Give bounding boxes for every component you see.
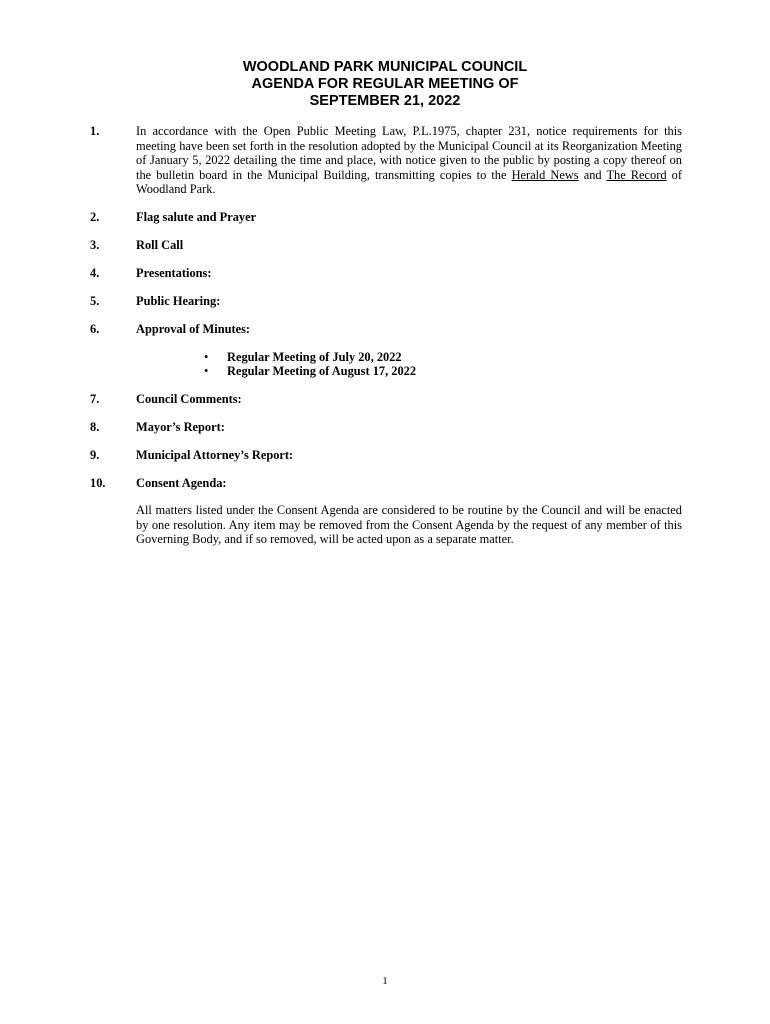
- item-number: 1.: [90, 124, 100, 138]
- agenda-item-attorneys-report: [90, 448, 682, 463]
- bullet-icon: •: [204, 349, 209, 364]
- document-title: [0, 59, 770, 110]
- item-heading: Presentations:: [136, 265, 212, 280]
- item-heading: Public Hearing:: [136, 293, 221, 308]
- notice-text-and: and: [578, 167, 607, 182]
- item-heading: Municipal Attorney’s Report:: [136, 447, 294, 462]
- agenda-item-flag-salute: [90, 210, 682, 225]
- item-number: 4.: [90, 265, 100, 280]
- item-number: 8.: [90, 419, 100, 434]
- notice-paragraph: [136, 124, 682, 197]
- item-number: 10.: [90, 475, 106, 490]
- item-number: 6.: [90, 321, 100, 336]
- list-item: [204, 350, 682, 365]
- agenda-item-notice: [90, 124, 682, 197]
- agenda-item-consent-agenda: [90, 476, 682, 547]
- agenda-item-approval-of-minutes: [90, 322, 682, 379]
- list-item: [204, 364, 682, 379]
- item-heading: Consent Agenda:: [136, 475, 227, 490]
- item-number: 2.: [90, 209, 100, 224]
- title-line-date: SEPTEMBER 21, 2022: [309, 93, 461, 109]
- herald-news-underlined: Herald News: [511, 167, 579, 182]
- minutes-july: Regular Meeting of July 20, 2022: [227, 349, 402, 364]
- agenda-item-council-comments: [90, 392, 682, 407]
- agenda-item-presentations: [90, 266, 682, 281]
- agenda-item-roll-call: [90, 238, 682, 253]
- item-heading: Mayor’s Report:: [136, 419, 225, 434]
- notice-text-end: of Woodland Park.: [136, 167, 682, 197]
- item-number: 7.: [90, 391, 100, 406]
- item-number: 9.: [90, 447, 100, 462]
- agenda-item-public-hearing: [90, 294, 682, 309]
- consent-agenda-paragraph: All matters listed under the Consent Agenda are considered to be routine by the Council and will be enacted by one resolution. Any item may be removed from the Consent Agenda by the request of any member of this Governing Body, and if so removed, will be acted upon as a separate matter.: [136, 503, 682, 547]
- title-line-agenda: AGENDA FOR REGULAR MEETING OF: [251, 76, 519, 92]
- the-record-underlined: The Record: [606, 167, 667, 182]
- title-line-council: WOODLAND PARK MUNICIPAL COUNCIL: [242, 59, 528, 75]
- item-heading: Roll Call: [136, 237, 184, 252]
- item-number: 5.: [90, 293, 100, 308]
- item-heading: Council Comments:: [136, 391, 242, 406]
- agenda-list: [90, 124, 682, 547]
- minutes-bullet-list: [136, 350, 682, 379]
- item-heading: Approval of Minutes:: [136, 321, 251, 336]
- item-number: 3.: [90, 237, 100, 252]
- notice-text: In accordance with the Open Public Meeting Law, P.L.1975, chapter 231, notice requirements for this meeting have been set forth in the resolution adopted by the Municipal Council at its Reorganization Meeting of January 5, 2022 detailing the time and place, with notice given to the public by posting a copy thereof on the bulletin board in the Municipal Building, transmitting copies to the: [136, 124, 682, 182]
- item-heading: Flag salute and Prayer: [136, 209, 257, 224]
- minutes-august: Regular Meeting of August 17, 2022: [227, 364, 417, 379]
- bullet-icon: •: [204, 364, 209, 379]
- page-number: 1: [382, 975, 388, 987]
- agenda-item-mayors-report: [90, 420, 682, 435]
